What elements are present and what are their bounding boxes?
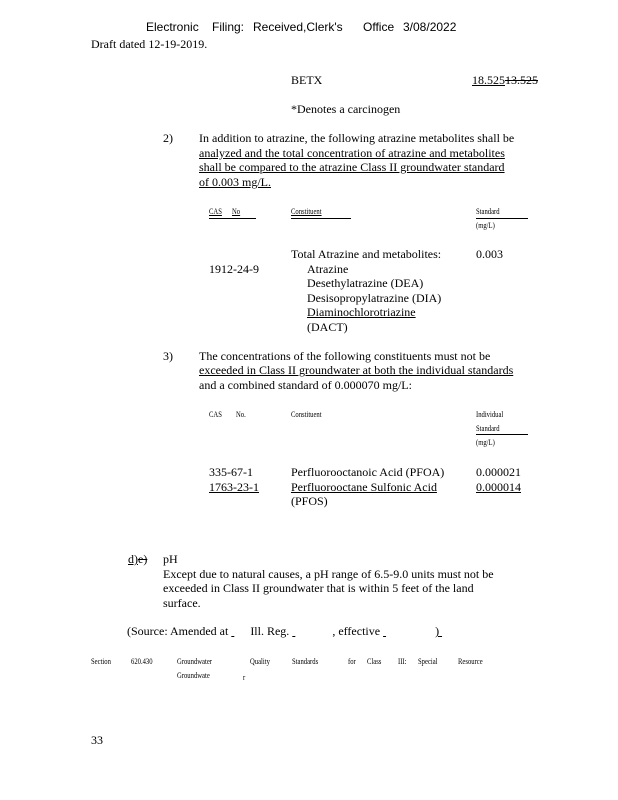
table1-cas-head: CAS [209,206,222,216]
section-word: Section [91,656,111,666]
pfos-cas: 1763-23-1 [209,480,259,494]
pfoa-name: Perfluorooctanoic Acid (PFOA) [291,465,445,479]
table2-no-head: No. [236,409,246,419]
page-number: 33 [91,733,103,747]
ph-line3: surface. [163,596,201,610]
section-number: 620.430 [131,656,153,666]
section-line2-r: r [243,672,246,682]
item2-number: 2) [163,131,173,145]
header-electronic: Electronic [146,20,199,34]
pfos-abbrev: (PFOS) [291,494,328,508]
pfoa-cas: 335-67-1 [209,465,253,479]
table2-standard-head: Standard [476,423,500,433]
item2-line4: of 0.003 mg/L. [199,175,271,189]
section-word-resource: Resource [458,656,483,666]
metabolite-dia: Desisopropylatrazine (DIA) [307,291,442,305]
betx-value [472,73,538,88]
header-filing: Filing: [212,20,245,34]
pfoa-value: 0.000021 [476,465,521,479]
table1-constituent-head: Constituent [291,206,322,216]
total-atrazine-value: 0.003 [476,247,503,261]
item2-line2: analyzed and the total concentration of atrazine and metabolites [199,146,505,160]
table2-individual-head: Individual [476,409,504,419]
section-word-for: for [348,656,356,666]
metabolite-dea: Desethylatrazine (DEA) [307,276,424,290]
header-received: Received,Clerk's [253,20,343,34]
pfos-value: 0.000014 [476,480,521,494]
section-line2-groundwate: Groundwate [177,670,210,680]
item2-line3: shall be compared to the atrazine Class II groundwater standard [199,160,505,174]
pfos-name: Perfluorooctane Sulfonic Acid [291,480,437,494]
section-word-standards: Standards [292,656,319,666]
betx-label: BETX [291,73,323,87]
item3-number: 3) [163,349,173,363]
table1-standard-rule [476,218,528,219]
section-word-groundwater: Groundwater [177,656,212,666]
ph-title: pH [163,552,178,566]
table1-no-head: No [232,206,241,216]
betx-old-value: 13.525 [505,73,538,87]
table2-cas-head: CAS [209,409,222,419]
item2-line1: In addition to atrazine, the following atrazine metabolites shall be [199,131,515,145]
table1-unit-head: (mg/L) [476,220,495,230]
section-word-iii: III: [398,656,407,666]
betx-new-value: 18.525 [472,73,505,87]
header-date: 3/08/2022 [403,20,457,34]
section-word-class: Class [367,656,382,666]
table1-constituent-rule [291,218,351,219]
section-word-special: Special [418,656,438,666]
source-line: (Source: Amended at Ill. Reg. , effective ) [127,624,440,638]
table1-cas-rule [209,218,256,219]
atrazine-cas: 1912-24-9 [209,262,259,276]
item3-line1: The concentrations of the following constituents must not be [199,349,491,363]
table2-constituent-head: Constituent [291,409,322,419]
metabolite-atrazine: Atrazine [307,262,349,276]
header-office: Office [363,20,395,34]
section-word-quality: Quality [250,656,270,666]
table2-unit-head: (mg/L) [476,437,495,447]
draft-date: Draft dated 12-19-2019. [91,37,208,51]
table2-standard-rule [476,434,528,435]
ph-label: d)e) [128,552,148,566]
item3-line3: and a combined standard of 0.000070 mg/L: [199,378,412,392]
metabolite-dact-abbrev: (DACT) [307,320,348,334]
ph-line1: Except due to natural causes, a pH range of 6.5-9.0 units must not be [163,567,494,581]
ph-line2: exceeded in Class II groundwater that is within 5 feet of the land [163,581,474,595]
table1-standard-head: Standard [476,206,500,216]
total-atrazine-label: Total Atrazine and metabolites: [291,247,442,261]
metabolite-dact: Diaminochlorotriazine [307,305,416,319]
item3-line2: exceeded in Class II groundwater at both the individual standards [199,363,514,377]
carcinogen-note: *Denotes a carcinogen [291,102,401,116]
